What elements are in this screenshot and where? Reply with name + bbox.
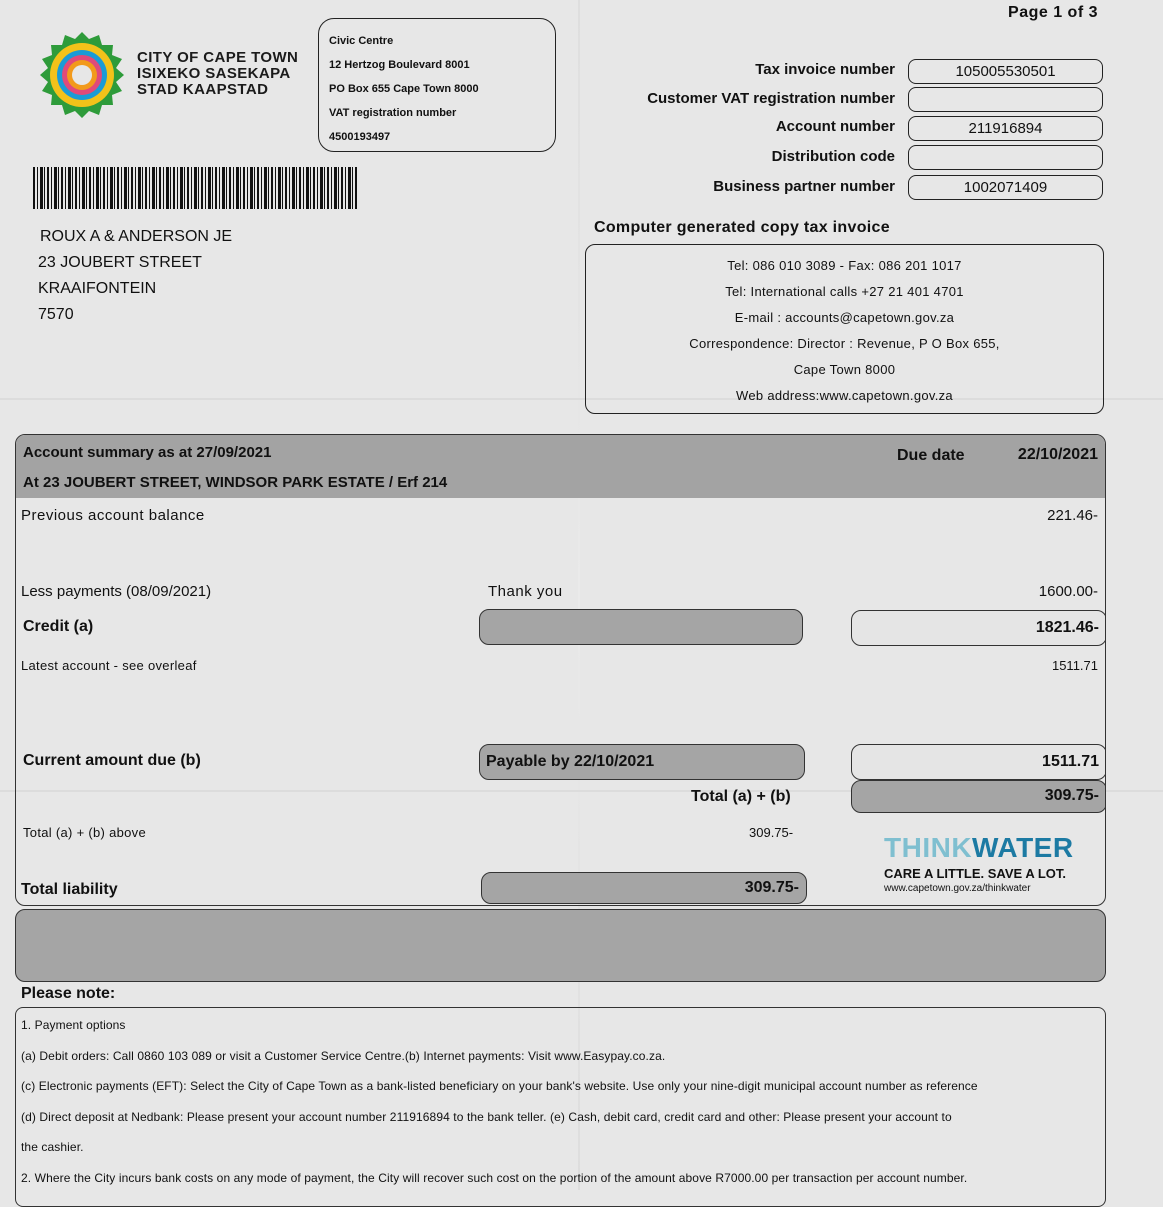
note-line: 1. Payment options xyxy=(21,1018,126,1032)
business-partner-label: Business partner number xyxy=(713,178,895,195)
latest-account-value: 1511.71 xyxy=(1051,658,1098,673)
logo-line: CITY OF CAPE TOWN xyxy=(137,49,299,66)
civic-line: VAT registration number xyxy=(329,107,457,119)
note-line: 2. Where the City incurs bank costs on any mode of payment, the City will recover such cost on the portion of the amount above R7000.00 per transaction per account number. xyxy=(21,1170,968,1185)
contact-line: Correspondence: Director : Revenue, P O Box 655, xyxy=(689,336,1000,351)
contact-line: Web address:www.capetown.gov.za xyxy=(736,388,953,403)
note-line: (c) Electronic payments (EFT): Select the City of Cape Town as a bank-listed beneficiary on your bank's website. Use only your nine-digit municipal account number as reference xyxy=(21,1079,978,1093)
customer-postal-code: 7570 xyxy=(38,306,74,323)
message-bar xyxy=(15,909,1106,982)
previous-balance-value: 221.46- xyxy=(1047,507,1098,524)
customer-name: ROUX A & ANDERSON JE xyxy=(40,228,233,245)
page-number: Page 1 of 3 xyxy=(1008,4,1098,21)
contact-line: Tel: 086 010 3089 - Fax: 086 201 1017 xyxy=(727,258,962,273)
latest-account-label: Latest account - see overleaf xyxy=(21,658,197,673)
logo-line: ISIXEKO SASEKAPA xyxy=(137,65,291,82)
civic-line: PO Box 655 Cape Town 8000 xyxy=(329,83,479,95)
total-ab-value: 309.75- xyxy=(851,780,1106,813)
less-payments-value: 1600.00- xyxy=(1038,583,1098,600)
total-liability-value: 309.75- xyxy=(481,872,807,904)
tax-invoice-label: Tax invoice number xyxy=(755,61,895,78)
water-word: WATER xyxy=(972,832,1074,863)
city-of-cape-town-logo xyxy=(36,31,128,119)
civic-centre-box xyxy=(318,18,556,152)
distribution-code-value xyxy=(908,145,1103,170)
property-address: At 23 JOUBERT STREET, WINDSOR PARK ESTATE / Erf 214 xyxy=(23,474,448,491)
contact-line: Cape Town 8000 xyxy=(793,362,896,377)
total-above-label: Total (a) + (b) above xyxy=(23,825,146,840)
total-above-value: 309.75- xyxy=(749,825,794,840)
current-amount-value: 1511.71 xyxy=(851,744,1106,780)
distribution-code-label: Distribution code xyxy=(771,148,895,165)
thinkwater-logo xyxy=(884,832,1074,864)
total-liability-label: Total liability xyxy=(21,881,118,898)
tax-invoice-value: 105005530501 xyxy=(908,59,1103,84)
customer-vat-label: Customer VAT registration number xyxy=(647,90,895,107)
thinkwater-url: www.capetown.gov.za/thinkwater xyxy=(884,883,1031,894)
payable-by-bar: Payable by 22/10/2021 xyxy=(479,744,805,780)
copy-tax-invoice-heading: Computer generated copy tax invoice xyxy=(594,219,890,236)
payment-notes xyxy=(15,1007,1106,1207)
credit-bar xyxy=(479,609,803,645)
account-number-value: 211916894 xyxy=(908,116,1103,141)
summary-title: Account summary as at 27/09/2021 xyxy=(23,444,272,461)
credit-label: Credit (a) xyxy=(23,618,94,635)
logo-line: STAD KAAPSTAD xyxy=(137,81,269,98)
thank-you-note: Thank you xyxy=(488,583,563,600)
credit-value: 1821.46- xyxy=(851,610,1106,646)
note-line: the cashier. xyxy=(21,1140,84,1154)
previous-balance-label: Previous account balance xyxy=(21,507,205,524)
note-line: (d) Direct deposit at Nedbank: Please present your account number 211916894 to the bank teller. (e) Cash, debit card, credit card and other: Please present your account to xyxy=(21,1109,952,1124)
contact-line: Tel: International calls +27 21 401 4701 xyxy=(725,284,964,299)
please-note-heading: Please note: xyxy=(21,985,116,1002)
account-number-label: Account number xyxy=(775,118,895,135)
think-word: THINK xyxy=(884,832,973,863)
customer-street: 23 JOUBERT STREET xyxy=(38,254,202,271)
civic-line: Civic Centre xyxy=(329,35,394,47)
due-date-label: Due date xyxy=(897,447,965,464)
note-line: (a) Debit orders: Call 0860 103 089 or visit a Customer Service Centre.(b) Internet payments: Visit www.Easypay.co.za. xyxy=(21,1048,666,1063)
contact-box xyxy=(585,244,1104,414)
thinkwater-slogan: CARE A LITTLE. SAVE A LOT. xyxy=(884,866,1066,881)
less-payments-label: Less payments (08/09/2021) xyxy=(21,583,212,600)
civic-line: 12 Hertzog Boulevard 8001 xyxy=(329,59,470,71)
customer-vat-value xyxy=(908,87,1103,112)
vat-number: 4500193497 xyxy=(329,131,391,143)
customer-town: KRAAIFONTEIN xyxy=(38,280,157,297)
current-amount-label: Current amount due (b) xyxy=(23,752,201,769)
barcode xyxy=(33,167,359,209)
logo-wordmark xyxy=(137,50,298,98)
due-date-value: 22/10/2021 xyxy=(1017,446,1098,463)
total-ab-label: Total (a) + (b) xyxy=(691,788,791,805)
business-partner-value: 1002071409 xyxy=(908,175,1103,200)
contact-line: E-mail : accounts@capetown.gov.za xyxy=(734,310,955,325)
